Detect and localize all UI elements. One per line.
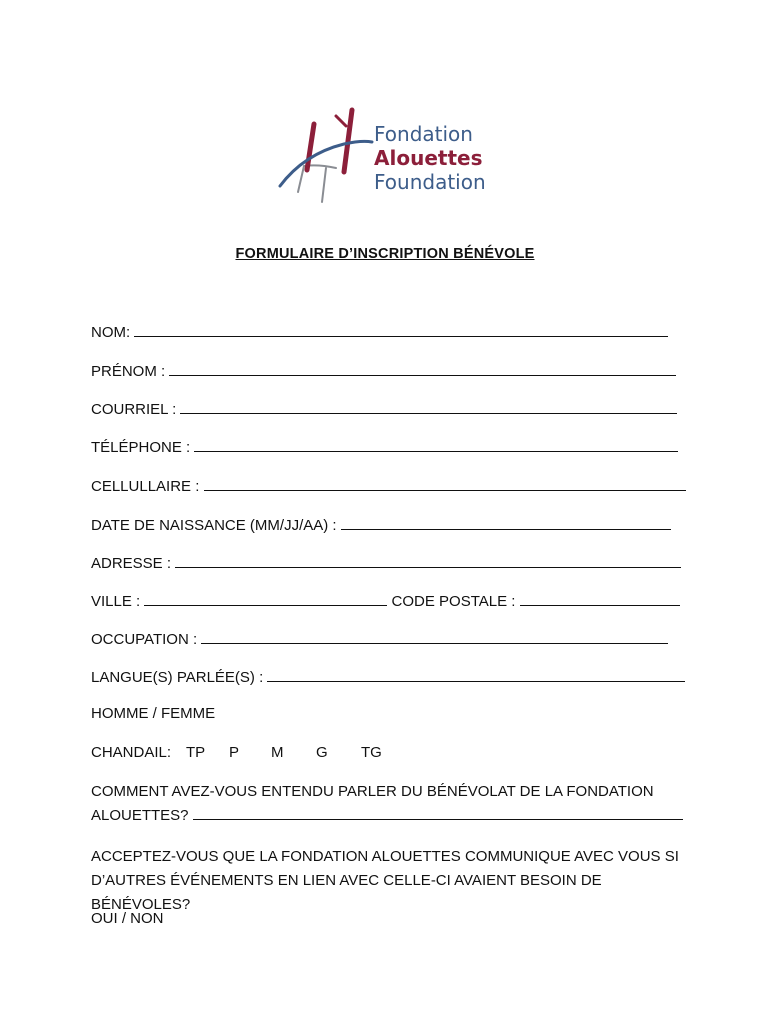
langues-label: LANGUE(S) PARLÉE(S) : [91,669,268,686]
question-communication-line1: ACCEPTEZ-VOUS QUE LA FONDATION ALOUETTES COMMUNIQUE AVEC VOUS SI [91,848,679,865]
telephone-line[interactable] [194,437,678,452]
date-naissance-label: DATE DE NAISSANCE (MM/JJ/AA) : [91,517,341,534]
ville-code-field-row [91,591,680,611]
chandail-option-tg[interactable]: TG [361,744,382,761]
ville-label: VILLE : [91,593,145,610]
courriel-line[interactable] [180,399,677,414]
adresse-line[interactable] [175,553,681,568]
logo-line-foundation: Foundation [374,170,486,194]
courriel-label: COURRIEL : [91,401,181,418]
telephone-field-row [91,437,678,457]
form-title: FORMULAIRE D’INSCRIPTION BÉNÉVOLE [235,246,535,262]
code-postale-label: CODE POSTALE : [387,593,520,610]
question-benevolat [91,780,691,828]
prenom-field-row [91,361,676,381]
logo-line-alouettes: Alouettes [374,146,483,170]
chandail-option-tp[interactable]: TP [186,744,206,761]
cellulaire-line[interactable] [204,476,686,491]
question-communication [91,845,691,917]
date-naissance-field-row [91,515,671,535]
cellulaire-field-row [91,476,686,496]
question-benevolat-line2: ALOUETTES? [91,807,193,824]
nom-field-row [91,322,668,342]
telephone-label: TÉLÉPHONE : [91,439,195,456]
oui-non-row[interactable]: OUI / NON [91,910,164,927]
occupation-label: OCCUPATION : [91,631,202,648]
langues-line[interactable] [267,667,685,682]
question-communication-line2: D’AUTRES ÉVÉNEMENTS EN LIEN AVEC CELLE-CI AVAIENT BESOIN DE BÉNÉVOLES? [91,872,602,913]
question-benevolat-line1: COMMENT AVEZ-VOUS ENTENDU PARLER DU BÉNÉVOLAT DE LA FONDATION [91,783,654,800]
chandail-option-p[interactable]: P [229,744,240,761]
nom-label: NOM: [91,324,135,341]
question-benevolat-line[interactable] [193,805,683,820]
prenom-label: PRÉNOM : [91,363,170,380]
langues-field-row [91,667,685,687]
chandail-option-m[interactable]: M [271,744,284,761]
prenom-line[interactable] [169,361,676,376]
logo-wordmark [374,122,486,194]
logo-mark-icon [274,104,374,204]
adresse-label: ADRESSE : [91,555,176,572]
cellulaire-label: CELLULLAIRE : [91,478,204,495]
occupation-line[interactable] [201,629,668,644]
courriel-field-row [91,399,677,419]
nom-line[interactable] [134,322,668,337]
chandail-label: CHANDAIL: [91,744,172,761]
date-naissance-line[interactable] [341,515,671,530]
adresse-field-row [91,553,681,573]
logo-line-fondation: Fondation [374,122,473,146]
sexe-row[interactable]: HOMME / FEMME [91,705,216,722]
ville-line[interactable] [144,591,387,606]
occupation-field-row [91,629,668,649]
foundation-logo [274,104,514,204]
chandail-row [91,744,382,762]
code-postale-line[interactable] [520,591,680,606]
question-benevolat-line2-row [91,804,691,828]
chandail-option-g[interactable]: G [316,744,328,761]
